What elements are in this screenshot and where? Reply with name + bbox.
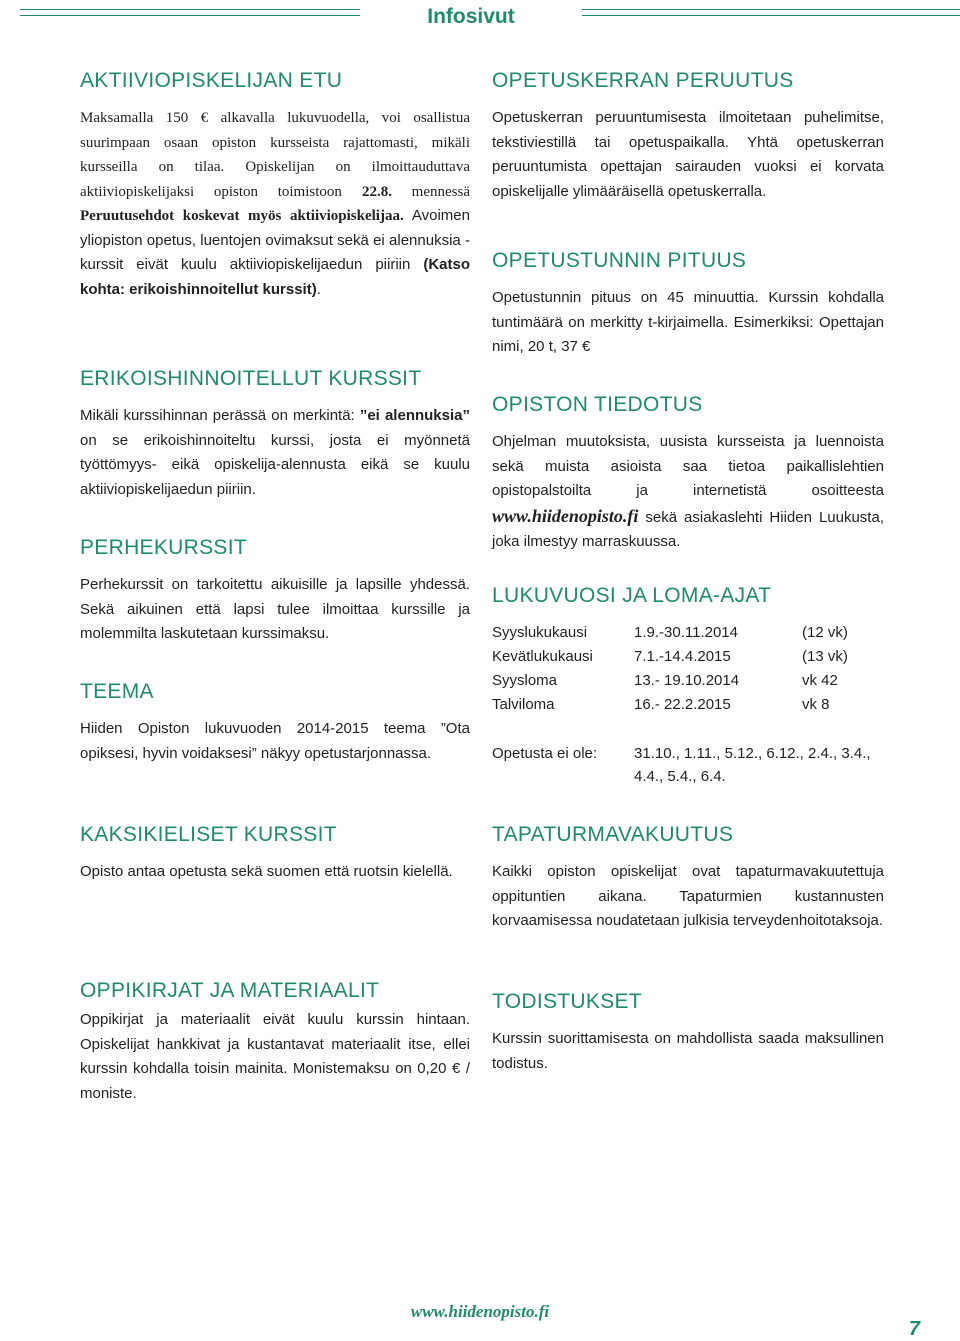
section-title: ERIKOISHINNOITELLUT KURSSIT — [80, 367, 422, 390]
section-opetuskerran-peruutus — [492, 68, 884, 204]
website-link[interactable]: www.hiidenopisto.fi — [492, 505, 639, 526]
section-opiston-tiedotus — [492, 392, 884, 555]
header-rule-left — [20, 9, 360, 16]
section-text: Hiiden Opiston lukuvuoden 2014-2015 teema ”Ota opiksesi, hyvin voidaksesi” näkyy opetustarjonnassa. — [80, 720, 470, 762]
header-rule-right — [582, 9, 960, 16]
section-text: Opetustunnin pituus on 45 minuuttia. Kurssin kohdalla tuntimäärä on merkitty t-kirjaimella. Esimerkiksi: Opettajan nimi, 20 t, 37 € — [492, 289, 884, 355]
section-tapaturmavakuutus — [492, 822, 884, 934]
page-header-title: Infosivut — [427, 5, 515, 28]
section-title: OPETUSTUNNIN PITUUS — [492, 249, 747, 272]
section-title: PERHEKURSSIT — [80, 536, 247, 559]
section-title: LUKUVUOSI JA LOMA-AJAT — [492, 584, 772, 607]
schedule-row: Kevätlukukausi 7.1.-14.4.2015 (13 vk) — [492, 648, 848, 665]
schedule-row: Talviloma 16.- 22.2.2015 vk 8 — [492, 696, 830, 713]
term-schedule — [492, 621, 884, 717]
page-number: 7 — [908, 1318, 920, 1340]
no-teaching-dates: 31.10., 1.11., 5.12., 6.12., 2.4., 3.4., 4.4., 5.4., 6.4. — [634, 745, 871, 785]
section-lukuvuosi — [492, 583, 884, 609]
section-text: Opisto antaa opetusta sekä suomen että ruotsin kielellä. — [80, 863, 453, 880]
section-todistukset — [492, 989, 884, 1076]
section-teema — [80, 679, 470, 766]
section-text: Kaikki opiston opiskelijat ovat tapaturmavakuutettuja oppituntien aikana. Tapaturmien kustannusten korvaamisessa noudatetaan julkisia terveydenhoitotaksoja. — [492, 863, 884, 929]
section-kaksikieliset — [80, 822, 470, 885]
schedule-row: Syyslukukausi 1.9.-30.11.2014 (12 vk) — [492, 624, 848, 641]
section-text: Oppikirjat ja materiaalit eivät kuulu kurssin hintaan. Opiskelijat hankkivat ja kustantavat materiaalit itse, ellei kurssin kohdalla toisin mainita. Monistemaksu on 0,20 € / moniste. — [80, 1011, 470, 1102]
section-title: TAPATURMAVAKUUTUS — [492, 823, 734, 846]
section-oppikirjat — [80, 978, 470, 1106]
section-text: Opetuskerran peruuntumisesta ilmoitetaan puhelimitse, tekstiviestillä tai opetuspaikalla. Yhtä opetuskerran peruuntumista opettajan sairauden vuoksi ei korvata opiskelijalle ylimääräisellä opetuskerralla. — [492, 109, 884, 200]
no-teaching-label: Opetusta ei ole: — [492, 745, 598, 762]
footer-website-link[interactable]: www.hiidenopisto.fi — [410, 1302, 550, 1321]
section-text: Ohjelman muutoksista, uusista kursseista ja luennoista sekä muista asioista saa tietoa paikallislehtien opistopalstoilta ja internetistä osoitteesta www.hiidenopisto.fi sekä asiakaslehti Hiiden Luukusta, joka ilmestyy marraskuussa. — [492, 433, 884, 550]
section-text: Perhekurssit on tarkoitettu aikuisille ja lapsille yhdessä. Sekä aikuinen että lapsi tulee ilmoittaa kurssille ja molemmilta laskutetaan kurssimaksu. — [80, 576, 470, 642]
section-title: TEEMA — [80, 680, 154, 703]
section-aktiiviopiskelija — [80, 68, 470, 302]
section-title: OPETUSKERRAN PERUUTUS — [492, 69, 794, 92]
section-text: Maksamalla 150 € alkavalla lukuvuodella, voi osallistua suurimpaan osaan opiston kursseista rajattomasti, mikäli kursseilla on tilaa. Opiskelijan on ilmoittauduttava aktiiviopiskelijaksi opiston toimistoon 22.8. mennessä Peruutusehdot koskevat myös aktiiviopiskelijaa. Avoimen yliopiston opetus, luentojen ovimaksut sekä ei alennuksia -kurssit eivät kuulu aktiiviopiskelijaedun piiriin (Katso kohta: erikoishinnoitellut kurssit). — [80, 110, 470, 298]
section-title: OPPIKIRJAT JA MATERIAALIT — [80, 979, 380, 1002]
schedule-row: Syysloma 13.- 19.10.2014 vk 42 — [492, 672, 838, 689]
section-text: Kurssin suorittamisesta on mahdollista saada maksullinen todistus. — [492, 1030, 884, 1072]
section-title: AKTIIVIOPISKELIJAN ETU — [80, 69, 343, 92]
section-title: OPISTON TIEDOTUS — [492, 393, 703, 416]
section-text: Mikäli kurssihinnan perässä on merkintä: ”ei alennuksia” on se erikoishinnoiteltu kurssi, josta ei myönnetä työttömyys- eikä opiskelija-alennusta eikä se kuulu aktiiviopiskelijaedun piiriin. — [80, 407, 470, 498]
section-title: KAKSIKIELISET KURSSIT — [80, 823, 337, 846]
section-title: TODISTUKSET — [492, 990, 642, 1013]
section-opetustunnin-pituus — [492, 248, 884, 360]
deadline-date: 22.8. — [361, 183, 392, 200]
section-perhekurssit — [80, 535, 470, 647]
section-erikoishinnoitellut — [80, 366, 470, 502]
